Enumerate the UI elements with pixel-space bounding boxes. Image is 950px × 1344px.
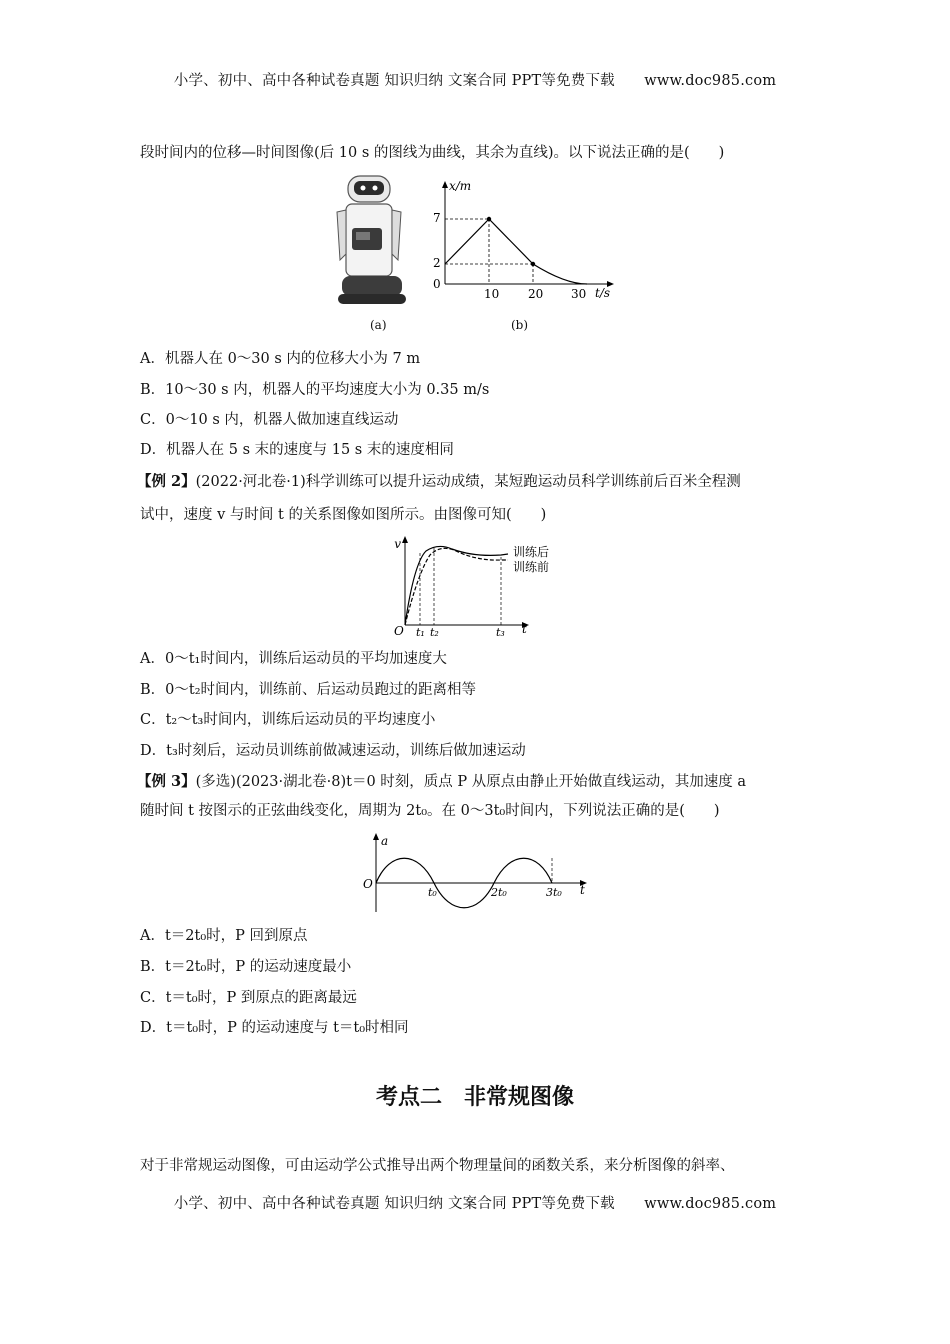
ex3-option-a: A．t＝2t₀时，P 回到原点 (140, 928, 308, 944)
question-intro: 段时间内的位移—时间图像(后 10 s 的图线为曲线，其余为直线)。以下说法正确的是( ) (140, 145, 725, 161)
figure-a-caption: (a) (370, 318, 387, 332)
page-footer: 小学、初中、高中各种试卷真题 知识归纳 文案合同 PPT等免费下载 www.doc985.com (173, 1196, 777, 1212)
example-3-line2: 随时间 t 按图示的正弦曲线变化，周期为 2t₀。在 0～3t₀时间内，下列说法正确的是( ) (140, 803, 720, 819)
page-header: 小学、初中、高中各种试卷真题 知识归纳 文案合同 PPT等免费下载 www.doc985.com (173, 73, 777, 89)
graph-b-ytick-2: 2 (433, 256, 441, 270)
example-2-line1 (137, 472, 741, 492)
at-ylabel: a (381, 834, 389, 848)
ex3-option-c: C．t＝t₀时，P 到原点的距离最远 (140, 990, 357, 1006)
ex3-option-d: D．t＝t₀时，P 的运动速度与 t＝t₀时相同 (140, 1020, 409, 1036)
ex2-option-d: D．t₃时刻后，运动员训练前做减速运动，训练后做加速运动 (140, 743, 526, 759)
vt-t1: t₁ (416, 626, 425, 639)
vt-t3: t₃ (496, 626, 505, 639)
example-2-line2: 试中，速度 v 与时间 t 的关系图像如图所示。由图像可知( ) (140, 507, 547, 523)
ex2-option-a: A．0～t₁时间内，训练后运动员的平均加速度大 (140, 651, 447, 667)
ex2-option-c: C．t₂～t₃时间内，训练后运动员的平均速度小 (140, 712, 436, 728)
q1-option-c: C．0～10 s 内，机器人做加速直线运动 (140, 412, 399, 428)
ex2-option-b: B．0～t₂时间内，训练前、后运动员跑过的距离相等 (140, 682, 477, 698)
q1-option-d: D．机器人在 5 s 末的速度与 15 s 末的速度相同 (140, 442, 454, 458)
example-2-text: (2022·河北卷·1)科学训练可以提升运动成绩，某短跑运动员科学训练前后百米全程测 (195, 474, 741, 490)
graph-b-ylabel: x/m (449, 179, 472, 193)
figure-b-caption: (b) (511, 318, 529, 332)
section-title: 考点二 非常规图像 (375, 1085, 574, 1110)
graph-b-ytick-7: 7 (433, 211, 441, 225)
vt-t2: t₂ (430, 626, 439, 639)
ex3-option-b: B．t＝2t₀时，P 的运动速度最小 (140, 959, 352, 975)
section-paragraph: 对于非常规运动图像，可由运动学公式推导出两个物理量间的函数关系，来分析图像的斜率、 (140, 1158, 735, 1174)
at-origin: O (363, 877, 373, 891)
vt-xlabel: t (522, 622, 527, 636)
graph-b-xtick-30: 30 (571, 287, 587, 301)
graph-b-ytick-0: 0 (433, 277, 441, 291)
at-tick-t0: t₀ (428, 886, 437, 899)
vt-before-label: 训练前 (513, 560, 550, 574)
example-3-line1 (137, 772, 746, 792)
example-2-tag: 【例 2】 (137, 473, 196, 490)
q1-option-a: A．机器人在 0～30 s 内的位移大小为 7 m (140, 351, 421, 367)
vt-ylabel: v (394, 537, 401, 551)
example-3-text: (多选)(2023·湖北卷·8)t＝0 时刻，质点 P 从原点由静止开始做直线运动，其加速度 a (195, 774, 747, 790)
at-tick-2t0: 2t₀ (491, 886, 507, 899)
robot-image (332, 170, 412, 310)
graph-b-xlabel: t/s (595, 286, 611, 300)
q1-option-b: B．10～30 s 内，机器人的平均速度大小为 0.35 m/s (140, 382, 490, 398)
at-xlabel: t (580, 883, 585, 897)
vt-graph (390, 533, 570, 641)
xt-graph (415, 176, 625, 302)
at-tick-3t0: 3t₀ (546, 886, 562, 899)
vt-after-label: 训练后 (513, 545, 550, 559)
example-3-tag: 【例 3】 (137, 773, 196, 790)
at-graph (360, 830, 600, 916)
graph-b-xtick-20: 20 (528, 287, 544, 301)
vt-origin: O (394, 624, 404, 638)
graph-b-xtick-10: 10 (484, 287, 500, 301)
